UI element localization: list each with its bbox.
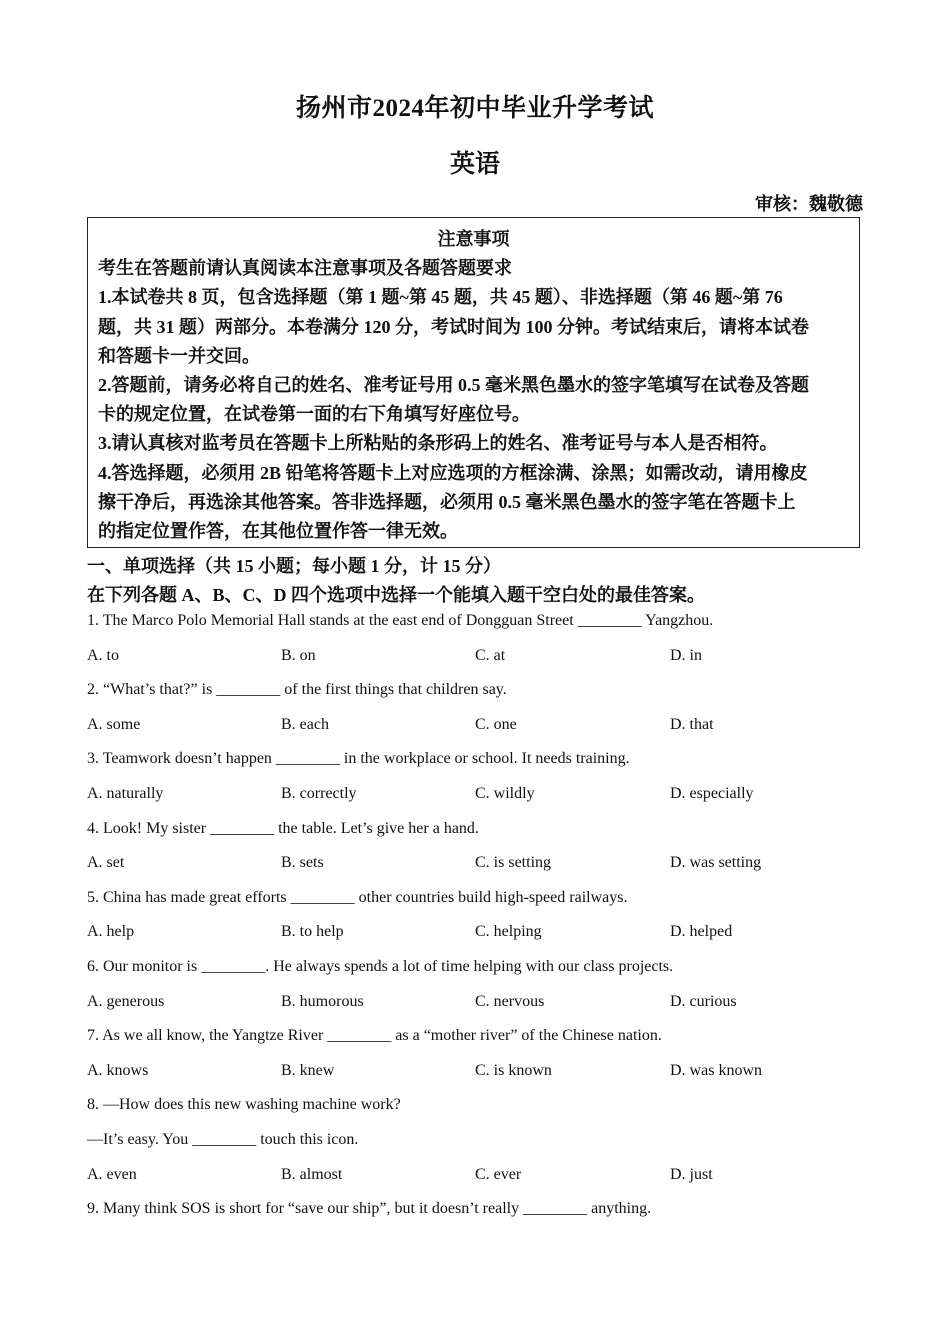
question-stem: 8. —How does this new washing machine work? bbox=[87, 1096, 401, 1114]
option-d: D. was setting bbox=[670, 854, 762, 872]
question-options bbox=[87, 988, 867, 1023]
option-c: C. helping bbox=[475, 923, 542, 941]
option-a: A. some bbox=[87, 715, 141, 733]
option-d: D. especially bbox=[670, 784, 754, 802]
option-a: A. even bbox=[87, 1165, 137, 1183]
question-options bbox=[87, 780, 867, 815]
question-2 bbox=[87, 676, 867, 745]
option-b: B. each bbox=[281, 715, 329, 733]
option-c: C. nervous bbox=[475, 992, 545, 1010]
question-stem: 5. China has made great efforts ________ other countries build high-speed railways. bbox=[87, 888, 628, 906]
question-options bbox=[87, 849, 867, 884]
option-d: D. helped bbox=[670, 923, 733, 941]
question-3 bbox=[87, 745, 867, 814]
option-d: D. in bbox=[670, 646, 702, 664]
option-d: D. that bbox=[670, 715, 714, 733]
option-c: C. is known bbox=[475, 1061, 552, 1079]
section-header bbox=[87, 552, 705, 610]
option-a: A. generous bbox=[87, 992, 165, 1010]
option-d: D. just bbox=[670, 1165, 713, 1183]
option-a: A. help bbox=[87, 923, 135, 941]
question-stem: 4. Look! My sister ________ the table. Let’s give her a hand. bbox=[87, 819, 479, 837]
option-b: B. correctly bbox=[281, 784, 357, 802]
notice-line: 的指定位置作答，在其他位置作答一律无效。 bbox=[98, 521, 458, 542]
question-stem: 2. “What’s that?” is ________ of the first things that children say. bbox=[87, 681, 507, 699]
question-stem: 9. Many think SOS is short for “save our ship”, but it doesn’t really ________ anything. bbox=[87, 1200, 652, 1218]
option-c: C. ever bbox=[475, 1165, 522, 1183]
reviewer-label: 审核：魏敬德 bbox=[755, 194, 863, 214]
section-instruction: 在下列各题 A、B、C、D 四个选项中选择一个能填入题干空白处的最佳答案。 bbox=[87, 585, 705, 605]
section-heading: 一、单项选择（共 15 小题；每小题 1 分，计 15 分） bbox=[87, 556, 501, 576]
question-options bbox=[87, 642, 867, 677]
notice-line: 3.请认真核对监考员在答题卡上所粘贴的条形码上的姓名、准考证号与本人是否相符。 bbox=[98, 433, 778, 454]
notice-box bbox=[87, 217, 860, 548]
question-6 bbox=[87, 953, 867, 1022]
option-b: B. to help bbox=[281, 923, 344, 941]
notice-line: 1.本试卷共 8 页，包含选择题（第 1 题~第 45 题，共 45 题）、非选择题（第 46 题~第 76 bbox=[98, 287, 783, 308]
notice-line: 4.答选择题，必须用 2B 铅笔将答题卡上对应选项的方框涂满、涂黑；如需改动，请用橡皮 bbox=[98, 462, 808, 483]
question-stem: 7. As we all know, the Yangtze River ________ as a “mother river” of the Chinese nation. bbox=[87, 1027, 662, 1045]
option-d: D. curious bbox=[670, 992, 737, 1010]
question-4 bbox=[87, 815, 867, 884]
option-b: B. almost bbox=[281, 1165, 343, 1183]
option-d: D. was known bbox=[670, 1061, 762, 1079]
question-options bbox=[87, 711, 867, 746]
option-b: B. on bbox=[281, 646, 316, 664]
subject-title: 英语 bbox=[449, 151, 500, 178]
notice-line: 2.答题前，请务必将自己的姓名、准考证号用 0.5 毫米黑色墨水的签字笔填写在试卷及答题 bbox=[98, 375, 809, 396]
option-b: B. sets bbox=[281, 854, 324, 872]
option-c: C. at bbox=[475, 646, 506, 664]
notice-line: 擦干净后，再选涂其他答案。答非选择题，必须用 0.5 毫米黑色墨水的签字笔在答题卡上 bbox=[98, 491, 796, 512]
option-b: B. knew bbox=[281, 1061, 335, 1079]
question-options bbox=[87, 1057, 867, 1092]
question-stem: 6. Our monitor is ________. He always spends a lot of time helping with our class projects. bbox=[87, 957, 674, 975]
question-8 bbox=[87, 1091, 867, 1195]
question-stem: 1. The Marco Polo Memorial Hall stands at the east end of Dongguan Street ________ Yangzhou. bbox=[87, 612, 714, 629]
option-c: C. is setting bbox=[475, 854, 552, 872]
exam-title: 扬州市2024年初中毕业升学考试 bbox=[295, 95, 654, 122]
question-1 bbox=[87, 607, 867, 676]
question-9 bbox=[87, 1195, 867, 1230]
option-c: C. one bbox=[475, 715, 517, 733]
notice-line: 题，共 31 题）两部分。本卷满分 120 分，考试时间为 100 分钟。考试结束后，请将本试卷 bbox=[98, 316, 809, 337]
question-5 bbox=[87, 884, 867, 953]
option-a: A. naturally bbox=[87, 784, 164, 802]
notice-line: 卡的规定位置，在试卷第一面的右下角填写好座位号。 bbox=[98, 404, 530, 425]
option-c: C. wildly bbox=[475, 784, 535, 802]
notice-title: 注意事项 bbox=[437, 229, 510, 249]
notice-line: 考生在答题前请认真阅读本注意事项及各题答题要求 bbox=[98, 258, 512, 279]
option-a: A. knows bbox=[87, 1061, 149, 1079]
option-a: A. to bbox=[87, 646, 119, 664]
question-options bbox=[87, 1161, 867, 1196]
question-7 bbox=[87, 1022, 867, 1091]
question-list bbox=[87, 607, 867, 1230]
option-a: A. set bbox=[87, 854, 125, 872]
notice-line: 和答题卡一并交回。 bbox=[98, 345, 260, 366]
option-b: B. humorous bbox=[281, 992, 364, 1010]
question-stem: 3. Teamwork doesn’t happen ________ in the workplace or school. It needs training. bbox=[87, 750, 630, 768]
question-stem-reply: —It’s easy. You ________ touch this icon. bbox=[87, 1130, 359, 1148]
question-options bbox=[87, 918, 867, 953]
